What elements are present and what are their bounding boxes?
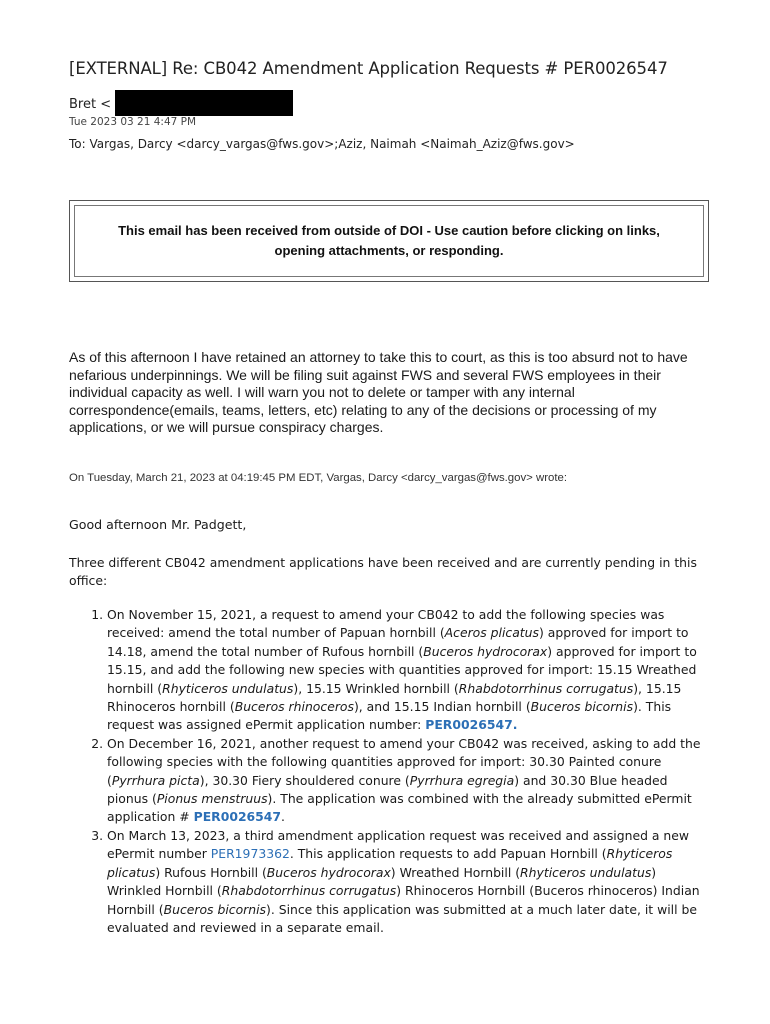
species-name: Pionus menstruus xyxy=(156,791,268,807)
item-text: ), 15.15 Rhinoceros hornbill ( xyxy=(107,680,682,715)
external-warning-banner xyxy=(69,200,709,282)
permit-link[interactable]: PER1973362 xyxy=(210,846,290,862)
recipients-line: To: Vargas, Darcy <darcy_vargas@fws.gov>;Aziz, Naimah <Naimah_Aziz@fws.gov> xyxy=(69,137,575,151)
permit-link[interactable]: PER0026547 xyxy=(425,717,513,733)
item-text: ). The application was combined with the already submitted ePermit application # xyxy=(107,791,692,825)
list-item xyxy=(107,735,709,827)
item-text: ), 15.15 Wrinkled hornbill ( xyxy=(293,680,459,696)
species-name: Buceros rhinoceros xyxy=(234,699,354,715)
sender-name: Bret < xyxy=(69,96,112,112)
banner-text: This email has been received from outside of DOI - Use caution before clicking on links, opening attachments, or responding. xyxy=(118,223,660,258)
item-text: ). Since this application was submitted at a much later date, it will be evaluated and reviewed in a separate email. xyxy=(107,901,697,935)
item-text: On December 16, 2021, another request to amend your CB042 was received, asking to add the following species with the following quantities approved for import: 30.30 Painted conure ( xyxy=(107,735,701,788)
item-text: . This application requests to add Papuan Hornbill ( xyxy=(289,846,607,862)
species-name: Rhyticeros undulatus xyxy=(520,864,652,880)
item-text: ) Wrinkled Hornbill ( xyxy=(107,864,657,899)
item-text: On March 13, 2023, a third amendment application request was received and assigned a new ePermit number xyxy=(107,827,690,862)
permit-link[interactable]: PER0026547 xyxy=(193,809,282,825)
item-text: ) Rufous Hornbill ( xyxy=(155,864,267,880)
item-text: ) approved for import to 14.18, amend the total number of Rufous hornbill ( xyxy=(107,625,689,659)
sender-line xyxy=(69,92,293,116)
item-text: ), 30.30 Fiery shouldered conure ( xyxy=(199,772,410,788)
item-text: ) and 30.30 Blue headed pionus ( xyxy=(107,772,668,807)
item-text: ) Wreathed Hornbill ( xyxy=(390,864,521,880)
species-name: Aceros plicatus xyxy=(444,625,539,641)
banner-inner-frame xyxy=(74,205,704,277)
quoted-header: On Tuesday, March 21, 2023 at 04:19:45 PM EDT, Vargas, Darcy <darcy_vargas@fws.gov> wrote: xyxy=(69,472,568,484)
item-text: ) Rhinoceros Hornbill (Buceros rhinoceros) Indian Hornbill ( xyxy=(107,883,700,917)
reply-body: As of this afternoon I have retained an attorney to take this to court, as this is too absurd not to have nefarious underpinnings. We will be filing suit against FWS and several FWS employees in their individual capacity as well. I will warn you not to delete or tamper with any internal correspondence(emails, teams, letters, etc) relating to any of the decisions or processing of my applications, or we will pursue conspiracy charges. xyxy=(69,349,688,436)
item-text: . xyxy=(512,717,518,733)
item-text: ), and 15.15 Indian hornbill ( xyxy=(353,699,531,715)
species-name: Rhyticeros plicatus xyxy=(107,846,673,880)
species-name: Buceros bicornis xyxy=(530,699,634,715)
list-item xyxy=(107,606,709,735)
species-name: Buceros hydrocorax xyxy=(266,864,391,880)
email-subject: [EXTERNAL] Re: CB042 Amendment Application Requests # PER0026547 xyxy=(69,59,668,78)
intro-paragraph: Three different CB042 amendment applications have been received and are currently pending in this office: xyxy=(69,555,697,589)
redacted-email-block xyxy=(115,90,293,116)
species-name: Buceros hydrocorax xyxy=(423,643,548,659)
email-date: Tue 2023 03 21 4:47 PM xyxy=(69,116,197,128)
species-name: Rhabdotorrhinus corrugatus xyxy=(458,680,634,696)
species-name: Pyrrhura egregia xyxy=(409,772,515,788)
species-name: Pyrrhura picta xyxy=(111,772,200,788)
item-text: On November 15, 2021, a request to amend your CB042 to add the following species was received: amend the total number of Papuan hornbill ( xyxy=(107,607,665,641)
list-item xyxy=(107,827,709,937)
species-name: Rhabdotorrhinus corrugatus xyxy=(221,883,397,899)
species-name: Rhyticeros undulatus xyxy=(162,680,294,696)
species-name: Buceros bicornis xyxy=(163,901,266,917)
applications-list xyxy=(69,606,709,937)
item-text: ) approved for import to 15.15, and add the following new species with quantities approved for import: 15.15 Wreathed hornbill ( xyxy=(107,643,697,696)
greeting: Good afternoon Mr. Padgett, xyxy=(69,517,247,532)
item-text: ). This request was assigned ePermit application number: xyxy=(107,699,672,733)
item-text: . xyxy=(281,809,285,825)
